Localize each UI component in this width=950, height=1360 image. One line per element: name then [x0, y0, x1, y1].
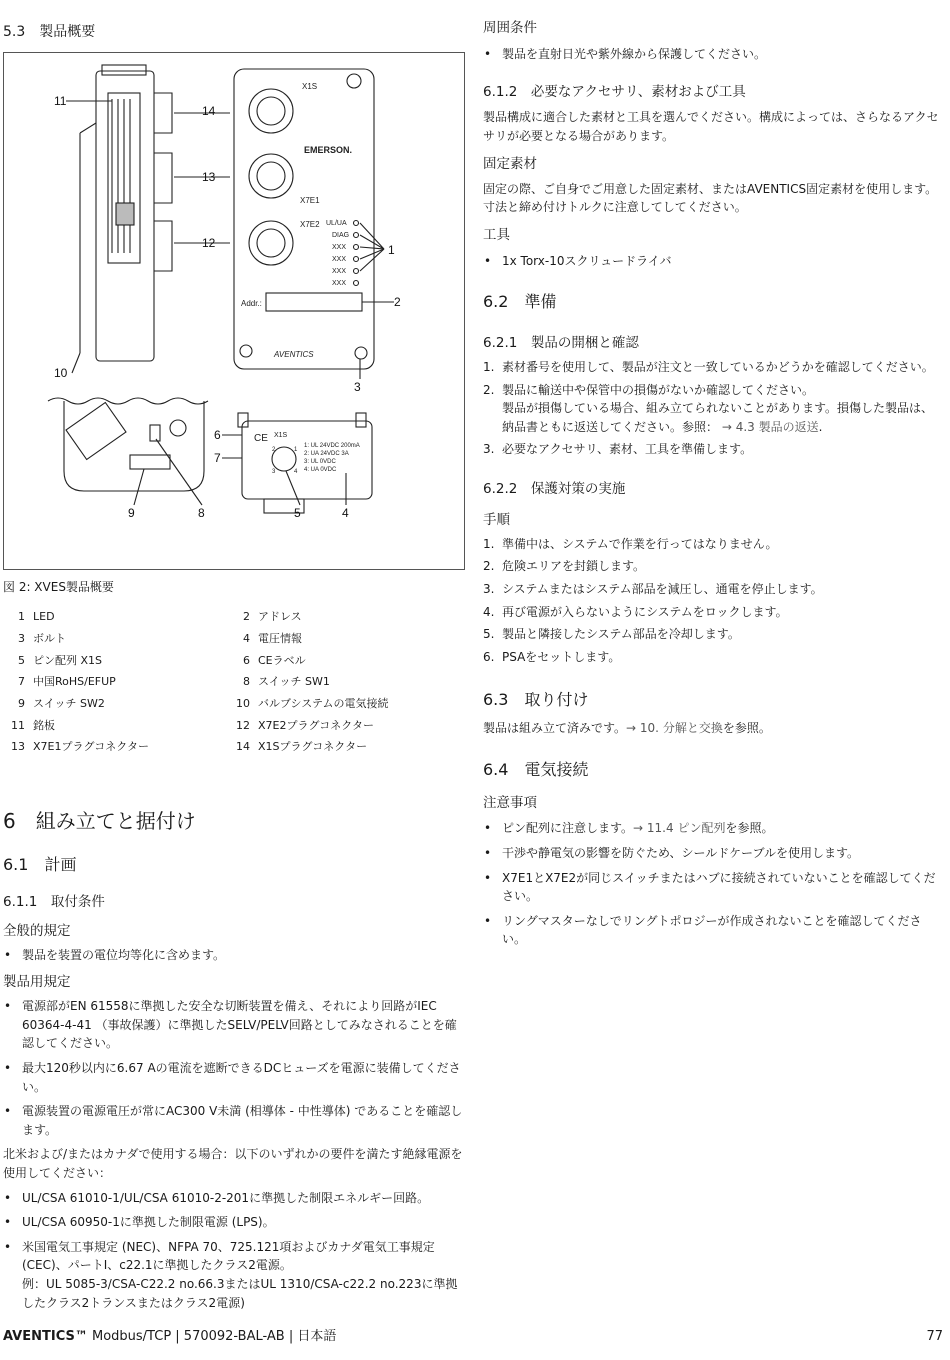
list-item: 3. システムまたはシステム部品を減圧し、通電を停止します。 [483, 581, 823, 596]
callout-2: 2 [394, 294, 401, 309]
label-x7e1: X7E1 [300, 195, 320, 205]
circuit-board [66, 402, 126, 459]
right-column [483, 18, 943, 955]
led-diag: DIAG [332, 231, 350, 239]
accessories-paragraph: 製品構成に適合した素材と工具を選んでください。構成によっては、さらなるアクセサリが必要となる場合があります。 [483, 110, 939, 144]
callout-12: 12 [202, 235, 216, 250]
figure-caption: 図 2: XVES製品概要 [3, 579, 114, 594]
footer-brand: AVENTICS™ [3, 1329, 88, 1344]
list-item: 2. 製品に輸送中や保管中の損傷がないか確認してください。 製品が損傷している場合、組み立てられないことがあります。損傷した製品は、納品書ともに返送してください。参照： → 4.3 製品の返送. [483, 382, 934, 434]
x7e1-connector [249, 154, 293, 198]
list-item: 6. PSAをセットします。 [483, 649, 621, 664]
led-xxx-2: XXX [332, 255, 347, 263]
section-heading-6-1-1: 6.1.1 取付条件 [3, 893, 105, 910]
product-rules-heading: 製品用規定 [3, 974, 71, 991]
page-number: 77 [926, 1329, 943, 1344]
pin-num-3: 3 [272, 468, 276, 475]
callout-7: 7 [214, 450, 221, 465]
section-heading-6-1: 6.1 計画 [3, 855, 77, 875]
notes-heading: 注意事項 [483, 794, 537, 811]
callout-14: 14 [202, 103, 216, 118]
list-item: • UL/CSA 61010-1/UL/CSA 61010-2-201に準拠した制限エネルギー回路。 [3, 1189, 465, 1208]
label-x7e2: X7E2 [300, 219, 320, 229]
pin-num-4: 4 [294, 468, 298, 475]
section-heading-6-2-1: 6.2.1 製品の開梱と確認 [483, 335, 639, 352]
notes-list [483, 819, 943, 949]
callout-8: 8 [198, 505, 205, 520]
list-item: • 製品を直射日光や紫外線から保護してください。 [483, 45, 943, 64]
section-heading-6-2: 6.2 準備 [483, 292, 557, 312]
section-heading-5-3: 5.3 製品概要 [3, 24, 96, 40]
pin-info-3: 3: UL 0VDC [304, 458, 336, 465]
legend-row: 7 中国RoHS/EFUP 8 スイッチ SW1 [18, 675, 330, 689]
led-xxx-1: XXX [332, 243, 347, 251]
list-item: • 米国電気工事規定 (NEC)、NFPA 70、725.121項およびカナダ電気工事規定 (CEC)、パートI、c22.1に準拠したクラス2電源。 例：UL 5085-3/CSA-C22.2 no.66.3またはUL 1310/CSA-c22.2 no.223に準拠したクラス2トランスまたはクラス2電源) [3, 1238, 465, 1312]
legend-row: 9 スイッチ SW2 10 バルブシステムの電気接続 [18, 697, 389, 711]
list-item: 5. 製品と隣接したシステム部品を冷却します。 [483, 627, 740, 642]
list-item: • 電源装置の電源電圧が常にAC300 V未満 (相導体 - 中性導体) であることを確認します。 [3, 1102, 465, 1139]
pin-info-4: 4: UA 0VDC [304, 466, 337, 473]
x7e2-connector [249, 221, 293, 265]
label-emerson: EMERSON. [304, 144, 353, 155]
pin-info-2: 2: UA 24VDC 3A [304, 450, 349, 457]
x1s-connector [249, 89, 293, 133]
list-item: 3. 必要なアクセサリ、素材、工具を準備します。 [483, 442, 753, 457]
env-list [483, 45, 943, 64]
product-drawing [4, 53, 466, 571]
bolt-circle [355, 347, 367, 359]
list-item: • X7E1とX7E2が同じスイッチまたはハブに接続されていないことを確認してください。 [483, 869, 943, 906]
callout-10: 10 [54, 365, 68, 380]
left-column [3, 22, 465, 1318]
list-item: • UL/CSA 60950-1に準拠した制限電源 (LPS)。 [3, 1213, 465, 1232]
list-item: 1. 準備中は、システムで作業を行ってはなりません。 [483, 536, 778, 551]
legend-row: 11 銘板 12 X7E2プラグコネクター [11, 718, 375, 732]
list-item: • リングマスターなしでリングトポロジーが作成されないことを確認してください。 [483, 912, 943, 949]
product-rules-list [3, 997, 465, 1139]
label-x1s: X1S [302, 81, 318, 91]
address-field [266, 293, 362, 311]
callout-1: 1 [388, 242, 395, 257]
qr-code [116, 203, 134, 225]
legend-row: 13 X7E1プラグコネクター 14 X1Sプラグコネクター [11, 740, 368, 754]
led-xxx-4: XXX [332, 279, 347, 287]
list-item: • 電源部がEN 61558に準拠した安全な切断装置を備え、それにより回路がIEC 60364-4-41 （事故保護）に準拠したSELV/PELV回路としてみなされることを確認してください。 [3, 997, 465, 1053]
legend-row: 5 ピン配列 X1S 6 CEラベル [18, 653, 306, 667]
switch-sw1 [150, 425, 160, 441]
fixing-heading: 固定素材 [483, 155, 537, 172]
list-item: • 最大120秒以内に6.67 Aの電流を遮断できるDCヒューズを電源に装備してください。 [3, 1059, 465, 1096]
tools-list [483, 252, 943, 271]
callout-3: 3 [354, 379, 361, 394]
unpack-steps [483, 358, 943, 459]
mounting-paragraph: 製品は組み立て済みです。→ 10. 分解と交換を参照。 [483, 721, 771, 736]
north-america-list [3, 1189, 465, 1313]
list-item: 4. 再び電源が入らないようにシステムをロックします。 [483, 604, 788, 619]
led-ul-ua: UL/UA [326, 219, 347, 227]
callout-9: 9 [128, 505, 135, 520]
fixing-paragraph: 固定の際、ご自身でご用意した固定素材、またはAVENTICS固定素材を使用します。寸法と締め付けトルクに注意してしてください。 [483, 181, 938, 215]
procedure-heading: 手順 [483, 511, 510, 528]
legend-row: 3 ボルト 4 電圧情報 [18, 631, 302, 645]
tools-heading: 工具 [483, 226, 510, 243]
led-xxx-3: XXX [332, 267, 347, 275]
section-heading-6-2-2: 6.2.2 保護対策の実施 [483, 480, 626, 497]
label-addr: Addr.: [241, 298, 262, 308]
section-heading-6-4: 6.4 電気接続 [483, 759, 589, 779]
front-view-body [234, 69, 374, 369]
section-heading-6-3: 6.3 取り付け [483, 690, 589, 710]
env-heading: 周囲条件 [483, 20, 537, 36]
north-america-paragraph: 北米および/またはカナダで使用する場合：以下のいずれかの要件を満たす絶縁電源を使用してください： [3, 1147, 463, 1180]
callout-4: 4 [342, 505, 349, 520]
general-rules-heading: 全般的規定 [3, 922, 71, 939]
label-ce: CE [254, 432, 268, 444]
callout-11: 11 [54, 93, 67, 108]
list-item: • 干渉や静電気の影響を防ぐため、シールドケーブルを使用します。 [483, 844, 943, 863]
link-product-return[interactable]: → 4.3 製品の返送 [721, 419, 819, 434]
general-rules-list [3, 946, 465, 965]
callout-6: 6 [214, 427, 221, 442]
label-aventics: AVENTICS [274, 349, 314, 359]
list-item: • 1x Torx-10スクリュードライバ [483, 252, 943, 271]
chapter-heading-6: 6 組み立てと据付け [3, 809, 196, 834]
link-pin-layout[interactable]: → 11.4 ピン配列 [633, 821, 726, 836]
page-footer [3, 1327, 943, 1347]
footer-text: Modbus/TCP | 570092-BAL-AB | 日本語 [87, 1329, 337, 1344]
section-heading-6-1-2: 6.1.2 必要なアクセサリ、素材および工具 [483, 83, 746, 100]
switch-sw2 [130, 455, 170, 469]
figure-legend [3, 608, 453, 760]
legend-row: 1 LED 2 アドレス [18, 610, 302, 624]
list-item: 2. 危険エリアを封鎖します。 [483, 559, 646, 574]
link-disassembly[interactable]: → 10. 分解と交換 [626, 721, 723, 736]
x1s-pin-layout [272, 447, 296, 471]
product-overview-figure [3, 52, 465, 570]
list-item: • ピン配列に注意します。→ 11.4 ピン配列を参照。 [483, 819, 943, 838]
callout-5: 5 [294, 505, 301, 520]
list-item: 1. 素材番号を使用して、製品が注文と一致しているかどうかを確認してください。 [483, 359, 934, 374]
callout-13: 13 [202, 169, 216, 184]
pin-info-1: 1: UL 24VDC 200mA [304, 442, 360, 449]
pin-num-1: 1 [294, 446, 298, 453]
list-item: • 製品を装置の電位均等化に含めます。 [3, 946, 465, 965]
pin-num-2: 2 [272, 446, 276, 453]
procedure-steps [483, 535, 943, 667]
label-x1s-bottom: X1S [274, 431, 288, 439]
